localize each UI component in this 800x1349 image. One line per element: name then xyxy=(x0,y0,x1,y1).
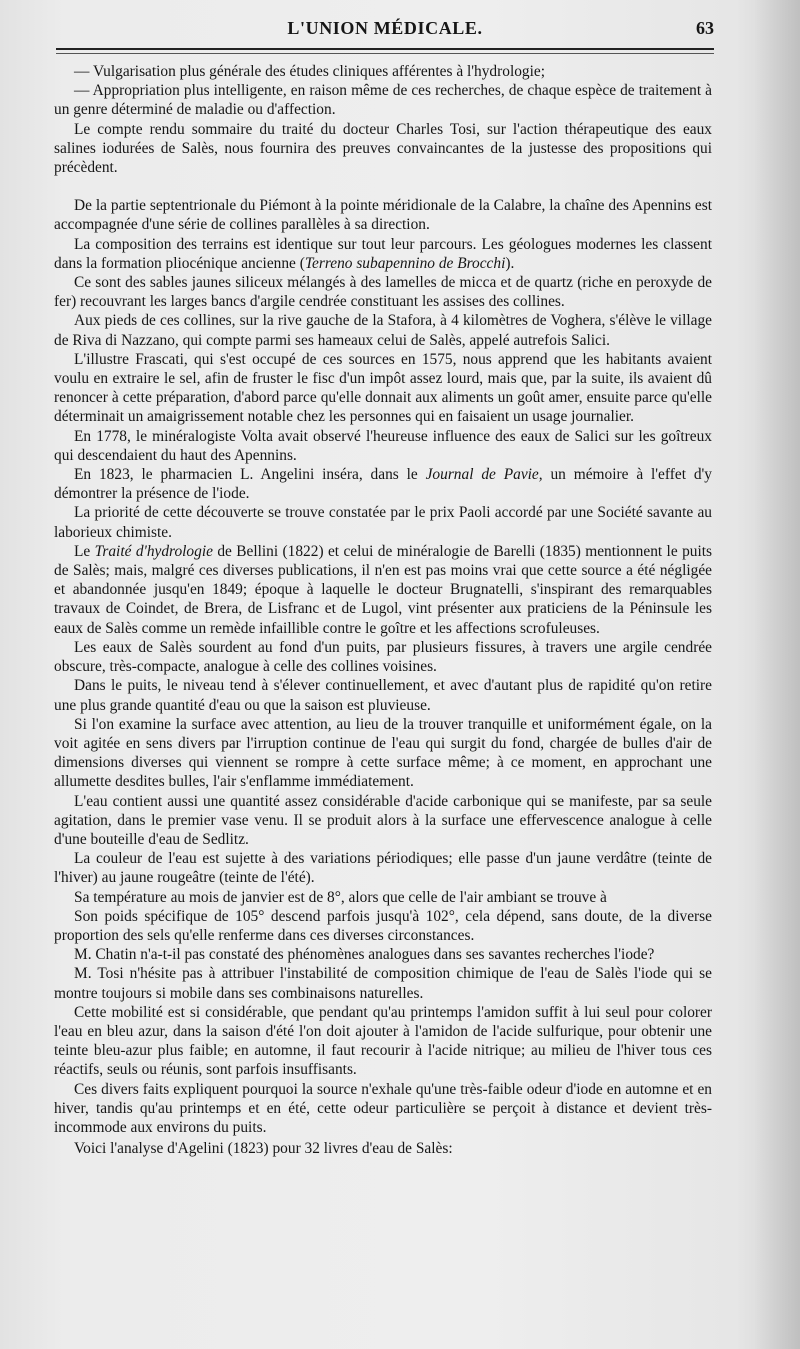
paragraph: Si l'on examine la surface avec attention, au lieu de la trouver tranquille et uniformément égale, on la voit agitée en sens divers par l'irruption continue de l'eau qui surgit du fond, chargée de bulles d'air de dimensions diverses qui viennent se rompre à cette surface même; à ce moment, en approchant une allumette desdites bulles, l'air s'enflamme immédiatement. xyxy=(54,715,712,791)
italic-title: Journal de Pavie, xyxy=(425,466,543,484)
paragraph: M. Chatin n'a-t-il pas constaté des phénomènes analogues dans ses savantes recherches l'iode? xyxy=(74,946,655,964)
paragraph: Aux pieds de ces collines, sur la rive gauche de la Stafora, à 4 kilomètres de Voghera, s'élève le village de Riva di Nazzano, qui compte parmi ses hameaux celui de Salès, appelé autrefois Salici. xyxy=(54,312,712,349)
paragraph-text: ). xyxy=(505,254,515,272)
paragraph xyxy=(54,465,712,503)
header-rule-thin xyxy=(56,53,714,54)
paragraph: La couleur de l'eau est sujette à des variations périodiques; elle passe d'un jaune verdâtre (teinte de l'hiver) au jaune rougeâtre (teinte de l'été). xyxy=(54,850,712,887)
paragraph: Le compte rendu sommaire du traité du docteur Charles Tosi, sur l'action thérapeutique des eaux salines iodurées de Salès, nous fournira des preuves convaincantes de la justesse des propositions qui précèdent. xyxy=(54,120,712,177)
paragraph: La priorité de cette découverte se trouve constatée par le prix Paoli accordé par une Société savante au laborieux chimiste. xyxy=(54,504,712,541)
page-edge-shadow xyxy=(754,0,800,1349)
paragraph-text: de Bellini (1822) et celui de minéralogie de Barelli (1835) mentionnent le puits de Salès; mais, malgré ces diverses publications, il n'en est pas moins vrai que cette source a été négligée et abandonnée jusqu'en 1849; époque à laquelle le docteur Brugnatelli, s'inspirant des remarquables travaux de Coindet, de Brera, de Lisfranc et de Lugol, vint présenter aux praticiens de la Péninsule les eaux de Salès comme un remède infaillible contre le goître et les affections scrofuleuses. xyxy=(54,542,712,637)
paragraph: Voici l'analyse d'Agelini (1823) pour 32 livres d'eau de Salès: xyxy=(74,1140,453,1158)
paragraph-text: un mémoire à l'effet d'y démontrer la présence de l'iode. xyxy=(54,466,712,503)
page-header xyxy=(56,14,714,48)
paragraph xyxy=(54,542,712,638)
header-rule xyxy=(56,48,714,50)
paragraph: L'eau contient aussi une quantité assez considérable d'acide carbonique qui se manifeste, par sa seule agitation, dans le premier vase venu. Il se produit alors à la surface une effervescence analogue à celle d'une bouteille d'eau de Sedlitz. xyxy=(54,792,712,848)
paragraph: Cette mobilité est si considérable, que pendant qu'au printemps l'amidon suffit à lui seul pour colorer l'eau en bleu azur, dans la saison d'été l'on doit ajouter à l'amidon de l'acide sulfurique, pour obtenir une teinte bleu-azur plus faible; en automne, il faut recourir à l'acide nitrique; au milieu de l'hiver tous ces réactifs, seuls ou réunis, sont parfois insuffisants. xyxy=(54,1003,712,1079)
paragraph: Son poids spécifique de 105° descend parfois jusqu'à 102°, cela dépend, sans doute, de la diverse proportion des sels qu'elle renferme dans ces diverses circonstances. xyxy=(54,907,712,944)
article-body xyxy=(54,62,712,1158)
paragraph: — Vulgarisation plus générale des études cliniques afférentes à l'hydrologie; xyxy=(74,63,545,80)
paragraph: M. Tosi n'hésite pas à attribuer l'instabilité de composition chimique de l'eau de Salès l'iode qui se montre toujours si mobile dans ses combinaisons naturelles. xyxy=(54,965,712,1002)
paragraph: Ce sont des sables jaunes siliceux mélangés à des lamelles de micca et de quartz (riche en peroxyde de fer) recouvrant les larges bancs d'argile cendrée constituant les assises des collines. xyxy=(54,274,712,311)
paragraph-text: Le xyxy=(74,542,95,560)
paragraph: Sa température au mois de janvier est de 8°, alors que celle de l'air ambiant se trouve à xyxy=(74,888,607,906)
paragraph xyxy=(54,235,712,273)
paragraph: Les eaux de Salès sourdent au fond d'un puits, par plusieurs fissures, à travers une argile cendrée obscure, très-compacte, analogue à celle des collines voisines. xyxy=(54,638,712,676)
paragraph: — Appropriation plus intelligente, en raison même de ces recherches, de chaque espèce de traitement à un genre déterminé de maladie ou d'affection. xyxy=(54,82,712,119)
running-title: L'UNION MÉDICALE. xyxy=(287,18,483,38)
italic-term: Terreno subapennino de Brocchi xyxy=(304,254,506,272)
paragraph: De la partie septentrionale du Piémont à la pointe méridionale de la Calabre, la chaîne des Apennins est accompagnée d'une série de collines parallèles à sa direction. xyxy=(54,197,712,234)
paragraph-text: En 1823, le pharmacien L. Angelini inséra, dans le xyxy=(74,466,426,484)
paragraph: L'illustre Frascati, qui s'est occupé de ces sources en 1575, nous apprend que les habitants avaient voulu en extraire le sel, afin de fruster le fisc d'un impôt assez lourd, mais que, par la suite, ils avaient dû renoncer à cette préparation, d'abord parce qu'elle donnait aux aliments un goût amer, ensuite parce qu'elle déterminait un amaigrissement notable chez les personnes qui en faisaient un usage journalier. xyxy=(54,350,712,426)
paragraph-text: La composition des terrains est identique sur tout leur parcours. Les géologues modernes les classent dans la formation pliocénique ancienne ( xyxy=(54,235,712,272)
paragraph: En 1778, le minéralogiste Volta avait observé l'heureuse influence des eaux de Salici sur les goîtreux qui descendaient du haut des Apennins. xyxy=(54,427,712,464)
page-number: 63 xyxy=(696,18,714,38)
italic-title: Traité d'hydrologie xyxy=(94,542,213,560)
paragraph: Ces divers faits expliquent pourquoi la source n'exhale qu'une très-faible odeur d'iode en automne et en hiver, tandis qu'au printemps et en été, cette odeur particulière se perçoit à distance et devient très-incommode aux environs du puits. xyxy=(54,1080,712,1136)
paragraph: Dans le puits, le niveau tend à s'élever continuellement, et avec d'autant plus de rapidité qu'on retire une plus grande quantité d'eau ou que la saison est pluvieuse. xyxy=(54,677,712,714)
